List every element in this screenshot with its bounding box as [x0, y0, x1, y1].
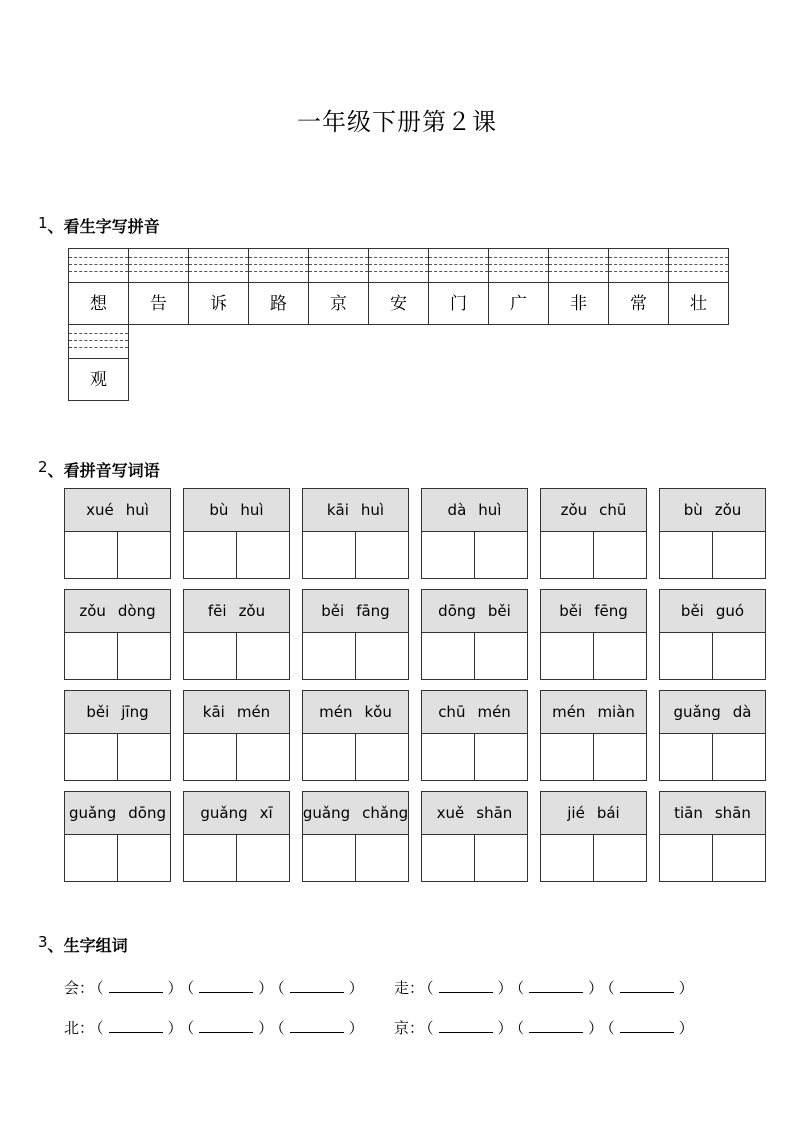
writing-cell[interactable] [237, 835, 289, 881]
pinyin-syllable: zǒu [560, 501, 588, 519]
writing-cell[interactable] [184, 835, 237, 881]
pinyin-syllable: kǒu [364, 703, 392, 721]
character-cell [68, 324, 129, 401]
pinyin-syllable: guǎng [200, 804, 248, 822]
word-pinyin [184, 792, 289, 835]
combo-character: 走 [394, 979, 410, 997]
combo-line [394, 1017, 696, 1038]
word-pinyin [422, 792, 527, 835]
word-box [540, 488, 647, 579]
character-text: 路 [270, 294, 287, 314]
writing-cell[interactable] [303, 734, 356, 780]
writing-cell[interactable] [594, 835, 646, 881]
pinyin-syllable: dōng [438, 602, 476, 620]
pinyin-syllable: shān [714, 804, 751, 822]
character-row [68, 249, 729, 325]
writing-cell[interactable] [541, 734, 594, 780]
word-pinyin [303, 691, 408, 734]
writing-cell[interactable] [356, 633, 408, 679]
pinyin-syllable: fāng [356, 602, 390, 620]
word-pinyin [660, 691, 765, 734]
writing-cell[interactable] [237, 532, 289, 578]
writing-cell[interactable] [65, 633, 118, 679]
paren-close: ） [678, 1019, 694, 1037]
answer-blank[interactable] [109, 978, 163, 993]
paren-open: （ [96, 979, 104, 997]
pinyin-syllable: huì [360, 501, 385, 519]
word-box [302, 488, 409, 579]
writing-cell[interactable] [475, 734, 527, 780]
paren-close: ） [588, 979, 604, 997]
word-box [183, 690, 290, 781]
pinyin-syllable: kāi [326, 501, 349, 519]
word-box [64, 690, 171, 781]
answer-blank[interactable] [290, 978, 344, 993]
word-pinyin [303, 792, 408, 835]
combo-character: 会 [64, 979, 80, 997]
page-title: 一年级下册第２课 [297, 108, 497, 136]
paren-open: （ [516, 1019, 525, 1037]
pinyin-syllable: huì [478, 501, 502, 519]
pinyin-syllable: mén [319, 703, 353, 721]
section-1-heading [38, 214, 160, 237]
pinyin-writing-lines[interactable] [129, 249, 188, 283]
paren-close: ） [348, 1019, 364, 1037]
paren-close: ） [497, 1019, 513, 1037]
pinyin-writing-lines[interactable] [609, 249, 668, 283]
pinyin-syllable: dà [447, 501, 467, 519]
section-2-label: 看拼音写词语 [63, 461, 160, 480]
pinyin-syllable: zǒu [238, 602, 266, 620]
writing-cell[interactable] [356, 734, 408, 780]
word-box [540, 791, 647, 882]
character-text: 诉 [210, 294, 227, 314]
word-pinyin [303, 489, 408, 532]
writing-cell[interactable] [303, 532, 356, 578]
word-pinyin [303, 590, 408, 633]
writing-cell[interactable] [118, 633, 170, 679]
pinyin-syllable: fēi [207, 602, 227, 620]
word-box [659, 589, 766, 680]
pinyin-syllable: xī [259, 804, 273, 822]
word-box [540, 589, 647, 680]
pinyin-syllable: běi [680, 602, 704, 620]
paren-open: （ [426, 979, 434, 997]
writing-cell[interactable] [594, 532, 646, 578]
section-1-number: 1 [38, 214, 48, 232]
paren-open: （ [186, 1019, 195, 1037]
pinyin-writing-lines[interactable] [669, 249, 728, 283]
word-pinyin [541, 792, 646, 835]
word-box [183, 488, 290, 579]
writing-cell[interactable] [118, 835, 170, 881]
word-box [302, 589, 409, 680]
writing-cell[interactable] [356, 532, 408, 578]
writing-cell[interactable] [303, 835, 356, 881]
word-box [659, 791, 766, 882]
pinyin-syllable: mén [236, 703, 271, 721]
character-text: 广 [510, 294, 527, 314]
pinyin-syllable: bù [209, 501, 229, 519]
pinyin-syllable: bù [683, 501, 703, 519]
writing-cell[interactable] [541, 633, 594, 679]
writing-cell[interactable] [541, 835, 594, 881]
word-pinyin [422, 590, 527, 633]
paren-open: （ [277, 979, 285, 997]
paren-open: （ [607, 979, 615, 997]
writing-cell[interactable] [541, 532, 594, 578]
writing-cell[interactable] [713, 532, 765, 578]
section-2-heading [38, 458, 160, 481]
pinyin-syllable: guó [715, 602, 745, 620]
writing-cell[interactable] [237, 633, 289, 679]
combo-colon: ： [409, 1019, 425, 1037]
writing-cell[interactable] [713, 835, 765, 881]
writing-cell[interactable] [660, 633, 713, 679]
pinyin-writing-lines[interactable] [69, 325, 128, 359]
word-box [421, 791, 528, 882]
pinyin-syllable: chū [599, 501, 627, 519]
word-pinyin [541, 691, 646, 734]
writing-cell[interactable] [475, 835, 527, 881]
pinyin-syllable: jīng [121, 703, 149, 721]
character-text: 告 [150, 294, 167, 314]
character-text: 安 [390, 294, 407, 314]
pinyin-writing-lines[interactable] [69, 249, 128, 283]
pinyin-syllable: guǎng [302, 804, 351, 822]
character-cell [68, 248, 129, 325]
paren-close: ） [678, 979, 694, 997]
pinyin-syllable: fēng [594, 602, 628, 620]
section-3-label: 生字组词 [63, 936, 128, 955]
pinyin-syllable: bái [596, 804, 620, 822]
pinyin-syllable: dōng [128, 804, 166, 822]
answer-blank[interactable] [109, 1018, 163, 1033]
pinyin-syllable: guǎng [673, 703, 721, 721]
paren-close: ） [167, 979, 183, 997]
character-text: 观 [90, 370, 107, 390]
pinyin-writing-lines[interactable] [249, 249, 308, 283]
paren-close: ） [348, 979, 364, 997]
pinyin-syllable: jié [567, 804, 585, 822]
writing-cell[interactable] [303, 633, 356, 679]
character-text: 壮 [690, 294, 707, 314]
writing-cell[interactable] [660, 734, 713, 780]
word-pinyin [184, 691, 289, 734]
section-3-heading [38, 933, 128, 956]
word-box [421, 589, 528, 680]
word-pinyin [541, 489, 646, 532]
writing-cell[interactable] [422, 734, 475, 780]
pinyin-syllable: dà [732, 703, 752, 721]
writing-cell[interactable] [118, 532, 170, 578]
answer-blank[interactable] [439, 1018, 493, 1033]
section-2-separator: 、 [47, 461, 64, 480]
pinyin-syllable: běi [86, 703, 110, 721]
section-3-separator: 、 [47, 936, 64, 955]
word-pinyin [65, 691, 170, 734]
word-pinyin [541, 590, 646, 633]
writing-cell[interactable] [184, 532, 237, 578]
character-cell [128, 248, 189, 325]
character-cell [548, 248, 609, 325]
paren-close: ） [258, 979, 274, 997]
word-box [421, 690, 528, 781]
pinyin-writing-lines[interactable] [429, 249, 488, 283]
pinyin-writing-lines[interactable] [309, 249, 368, 283]
character-cell [668, 248, 729, 325]
section-1-separator: 、 [47, 217, 64, 236]
character-cell [308, 248, 369, 325]
section-2-number: 2 [38, 458, 48, 476]
section-1-label: 看生字写拼音 [63, 217, 160, 236]
writing-cell[interactable] [65, 835, 118, 881]
paren-close: ） [588, 1019, 604, 1037]
combo-character: 北 [64, 1019, 80, 1037]
answer-blank[interactable] [529, 978, 583, 993]
writing-cell[interactable] [184, 734, 237, 780]
word-pinyin [65, 489, 170, 532]
pinyin-syllable: běi [559, 602, 583, 620]
word-pinyin [184, 590, 289, 633]
character-text: 想 [90, 294, 107, 314]
word-pinyin [660, 792, 765, 835]
character-row [68, 325, 729, 401]
character-cell [248, 248, 309, 325]
combo-line [64, 977, 366, 998]
word-box [659, 488, 766, 579]
paren-close: ） [497, 979, 513, 997]
writing-cell[interactable] [660, 835, 713, 881]
writing-cell[interactable] [594, 633, 646, 679]
pinyin-syllable: chū [438, 703, 466, 721]
combo-colon: ： [79, 1019, 95, 1037]
writing-cell[interactable] [713, 734, 765, 780]
paren-close: ） [167, 1019, 183, 1037]
pinyin-writing-lines[interactable] [549, 249, 608, 283]
paren-open: （ [607, 1019, 615, 1037]
word-box [302, 791, 409, 882]
answer-blank[interactable] [199, 1018, 253, 1033]
pinyin-syllable: dòng [117, 602, 156, 620]
pinyin-syllable: tiān [674, 804, 703, 822]
writing-cell[interactable] [422, 835, 475, 881]
combo-colon: ： [79, 979, 95, 997]
word-pinyin [660, 489, 765, 532]
writing-cell[interactable] [422, 532, 475, 578]
writing-cell[interactable] [237, 734, 289, 780]
answer-blank[interactable] [439, 978, 493, 993]
word-pinyin [660, 590, 765, 633]
paren-close: ） [258, 1019, 274, 1037]
word-box [64, 791, 171, 882]
word-box [183, 791, 290, 882]
writing-cell[interactable] [475, 532, 527, 578]
writing-cell[interactable] [660, 532, 713, 578]
pinyin-syllable: běi [321, 602, 345, 620]
answer-blank[interactable] [620, 978, 674, 993]
character-cell [428, 248, 489, 325]
pinyin-syllable: zǒu [714, 501, 742, 519]
pinyin-syllable: guǎng [69, 804, 117, 822]
word-box [659, 690, 766, 781]
answer-blank[interactable] [620, 1018, 674, 1033]
paren-open: （ [96, 1019, 104, 1037]
character-cell [608, 248, 669, 325]
word-box [64, 589, 171, 680]
character-cell [368, 248, 429, 325]
writing-cell[interactable] [118, 734, 170, 780]
pinyin-syllable: miàn [597, 703, 635, 721]
pinyin-syllable: huì [125, 501, 149, 519]
pinyin-syllable: mén [552, 703, 586, 721]
word-box [183, 589, 290, 680]
writing-cell[interactable] [184, 633, 237, 679]
section-3-number: 3 [38, 933, 48, 951]
pinyin-syllable: kāi [202, 703, 225, 721]
character-text: 京 [330, 294, 347, 314]
word-pinyin [65, 590, 170, 633]
word-pinyin [422, 489, 527, 532]
answer-blank[interactable] [529, 1018, 583, 1033]
paren-open: （ [516, 979, 525, 997]
word-pinyin [422, 691, 527, 734]
combo-character: 京 [394, 1019, 410, 1037]
writing-cell[interactable] [475, 633, 527, 679]
character-pinyin-grid [68, 249, 729, 401]
pinyin-syllable: huì [240, 501, 264, 519]
writing-cell[interactable] [422, 633, 475, 679]
combo-line [64, 1017, 366, 1038]
word-box [64, 488, 171, 579]
combo-line [394, 977, 696, 998]
character-text: 门 [450, 294, 467, 314]
pinyin-writing-lines[interactable] [369, 249, 428, 283]
pinyin-syllable: xué [86, 501, 114, 519]
pinyin-syllable: shān [476, 804, 513, 822]
pinyin-syllable: chǎng [362, 804, 409, 822]
pinyin-syllable: zǒu [79, 602, 106, 620]
combo-colon: ： [409, 979, 425, 997]
answer-blank[interactable] [290, 1018, 344, 1033]
pinyin-syllable: mén [477, 703, 511, 721]
paren-open: （ [426, 1019, 434, 1037]
paren-open: （ [277, 1019, 285, 1037]
writing-cell[interactable] [713, 633, 765, 679]
word-pinyin [65, 792, 170, 835]
character-cell [488, 248, 549, 325]
writing-cell[interactable] [65, 734, 118, 780]
pinyin-writing-lines[interactable] [189, 249, 248, 283]
character-cell [188, 248, 249, 325]
answer-blank[interactable] [199, 978, 253, 993]
character-text: 常 [630, 294, 647, 314]
writing-cell[interactable] [65, 532, 118, 578]
word-box [421, 488, 528, 579]
pinyin-syllable: xuě [436, 804, 465, 822]
word-box [540, 690, 647, 781]
paren-open: （ [186, 979, 195, 997]
writing-cell[interactable] [594, 734, 646, 780]
pinyin-writing-lines[interactable] [489, 249, 548, 283]
word-box [302, 690, 409, 781]
character-text: 非 [570, 294, 587, 314]
pinyin-syllable: běi [487, 602, 511, 620]
word-pinyin [184, 489, 289, 532]
writing-cell[interactable] [356, 835, 408, 881]
